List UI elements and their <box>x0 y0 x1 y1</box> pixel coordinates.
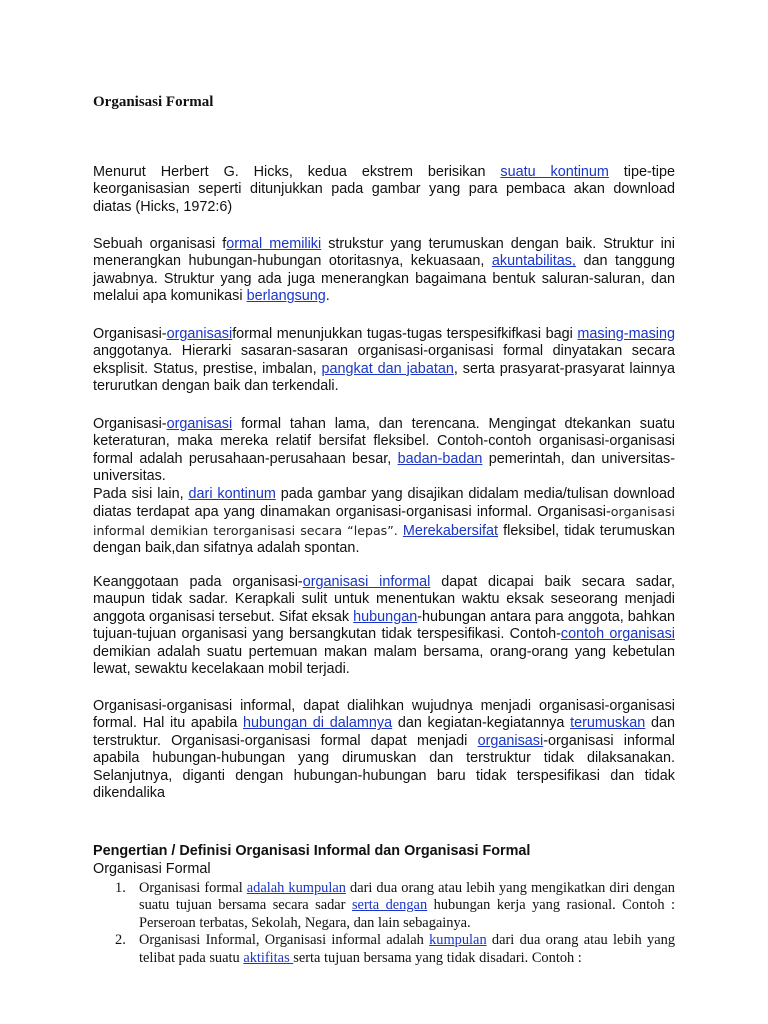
link-serta-dengan[interactable]: serta dengan <box>351 897 428 914</box>
link-merekabersifat[interactable]: Merekabersifat <box>402 522 499 539</box>
text: formal tahan lama, dan terencana. Mengingat dtekankan suatu keteraturan, maka mereka relatif bersifat fleksibel. Contoh-contoh organisasi-organisasi formal adalah perusahaan-perusahaan besar, <box>93 416 675 467</box>
list-number: 1. <box>115 880 126 896</box>
text: tipe-tipe keorganisasian seperti ditunjukkan pada gambar yang para pembaca akan download diatas (Hicks, 1972:6) <box>93 164 676 215</box>
text: Organisasi- <box>93 326 167 342</box>
link-pangkat-dan-jabatan[interactable]: pangkat dan jabatan <box>321 360 454 377</box>
text: strukstur yang terumuskan dengan baik. Struktur ini menerangkan hubungan-hubungan otoritasnya, kekuasaan, <box>93 236 675 270</box>
text: demikian adalah suatu pertemuan makan malam bersama, orang-orang yang kebetulan lewat, sewaktu kecelakaan mobil terjadi. <box>93 643 675 678</box>
text: -organisasi informal apabila hubungan-hubungan yang dirumuskan dan terstruktur tidak dilaksanakan. Selanjutnya, diganti dengan hubungan-hubungan baru tidak terspesifikasi dan tidak dikendalika <box>93 732 675 802</box>
link-organisasi[interactable]: organisasi <box>166 326 233 342</box>
paragraph-7 <box>93 698 675 802</box>
text: dapat dicapai baik secara sadar, maupun tidak sadar. Kerapkali sulit untuk menentukan waktu eksak seseorang menjadi anggota organisasi tersebut. Sifat eksak <box>93 574 675 625</box>
list-number: 2. <box>115 932 126 949</box>
section-heading: Pengertian / Definisi Organisasi Informal dan Organisasi Formal <box>93 843 531 859</box>
page-title: Organisasi Formal <box>93 94 214 110</box>
text: pemerintah, dan universitas-universitas. <box>93 450 675 485</box>
link-contoh-organisasi[interactable]: contoh organisasi <box>560 626 675 643</box>
text: pada gambar yang disajikan didalam media/tulisan download diatas terdapat apa yang dinamakan organisasi-organisasi informal. Organisasi- <box>93 486 675 521</box>
text: formal menunjukkan tugas-tugas terspesifkifkasi bagi <box>232 326 578 342</box>
link-hubungan-di-dalamnya[interactable]: hubungan di dalamnya <box>243 715 393 732</box>
link-berlangsung[interactable]: berlangsung <box>246 288 326 305</box>
link-badan-badan[interactable]: badan-badan <box>397 450 483 467</box>
link-kumpulan[interactable]: kumpulan <box>429 932 487 949</box>
text: dan kegiatan-kegiatannya <box>392 715 571 732</box>
link-hubungan[interactable]: hubungan <box>353 608 418 625</box>
paragraph-3 <box>93 326 675 396</box>
link-terumuskan[interactable]: terumuskan <box>570 715 646 732</box>
link-suatu-kontinum[interactable]: suatu kontinum <box>500 164 609 180</box>
paragraph-1 <box>93 164 675 216</box>
link-masing-masing[interactable]: masing-masing <box>577 326 675 342</box>
text: dari dua orang atau lebih yang mengikatkan diri dengan suatu tujuan bersama secara sadar <box>139 880 675 914</box>
link-organisasi[interactable]: organisasi <box>477 732 544 749</box>
list-item <box>93 880 675 932</box>
link-adalah-kumpulan[interactable]: adalah kumpulan <box>246 880 346 896</box>
paragraph-2 <box>93 236 675 306</box>
text: -hubungan antara para anggota, bahkan tujuan-tujuan organisasi yang bersangkutan tidak terspesifikasi. Contoh- <box>93 608 675 643</box>
text: Sebuah organisasi f <box>93 236 227 252</box>
text: . <box>325 288 330 305</box>
section-subheading: Organisasi Formal <box>93 861 211 877</box>
text: dan tanggung jawabnya. Struktur yang ada juga menerangkan bagaimana bentuk saluran-saluran, dan melalui apa komunikasi <box>93 253 675 305</box>
text: fleksibel, tidak terumuskan dengan baik,dan sifatnya adalah spontan. <box>93 522 675 557</box>
paragraph-6 <box>93 574 675 678</box>
text: dari dua orang atau lebih yang telibat pada suatu <box>139 932 676 966</box>
link-organisasi-informal[interactable]: organisasi informal <box>302 574 431 590</box>
paragraph-5 <box>93 486 675 558</box>
text: Organisasi Informal, Organisasi informal adalah <box>139 932 430 949</box>
text: serta tujuan bersama yang tidak disadari. Contoh : <box>293 949 582 966</box>
list-item <box>93 932 675 967</box>
text: , serta prasyarat-prasyarat lainnya terurutkan dengan baik dan terkendali. <box>93 360 675 395</box>
link-akuntabilitas[interactable]: akuntabilitas, <box>491 253 576 270</box>
text: Organisasi formal <box>139 880 247 896</box>
paragraph-4 <box>93 416 675 486</box>
link-dari-kontinum[interactable]: dari kontinum <box>188 486 276 502</box>
definition-list <box>93 880 675 967</box>
text: Keanggotaan pada organisasi- <box>93 574 303 590</box>
text: hubungan kerja yang rasional. Contoh : Perseroan terbatas, Sekolah, Negara, dan lain sebagainya. <box>139 897 675 931</box>
text: Pada sisi lain, <box>93 486 189 502</box>
text: Menurut Herbert G. Hicks, kedua ekstrem berisikan <box>93 164 501 180</box>
text: dan terstruktur. Organisasi-organisasi formal dapat menjadi <box>93 715 675 749</box>
link-formal-memiliki[interactable]: ormal memiliki <box>226 236 322 252</box>
link-organisasi[interactable]: organisasi <box>166 416 233 432</box>
text-alt-font: organisasi informal demikian terorganisasi secara “lepas”. <box>93 504 675 538</box>
text: anggotanya. Hierarki sasaran-sasaran organisasi-organisasi formal dinyatakan secara eksplisit. Status, prestise, imbalan, <box>93 343 675 377</box>
text: Organisasi-organisasi informal, dapat dialihkan wujudnya menjadi organisasi-organisasi formal. Hal itu apabila <box>93 698 675 732</box>
link-aktifitas[interactable]: aktifitas <box>243 949 294 966</box>
text: Organisasi- <box>93 416 167 432</box>
